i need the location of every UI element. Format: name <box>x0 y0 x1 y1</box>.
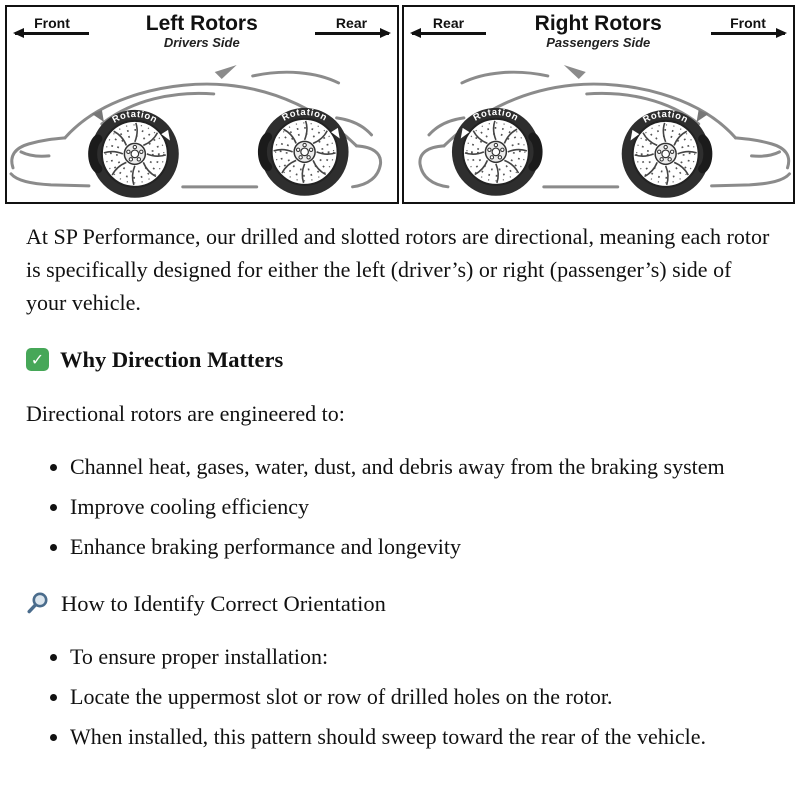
identify-orientation-heading <box>26 587 774 621</box>
panel-subtitle: Passengers Side <box>546 35 651 51</box>
list-item: • Enhance braking performance and longevity <box>70 530 774 563</box>
panel-title: Right Rotors <box>534 12 662 35</box>
article <box>0 204 800 786</box>
list-item: • To ensure proper installation: <box>70 640 774 673</box>
intro-paragraph: At SP Performance, our drilled and slotted rotors are directional, meaning each rotor is specifically designed for either the left (driver’s) or right (passenger’s) side of your vehicle. <box>26 223 770 315</box>
left-arrow-icon <box>15 32 89 35</box>
rotation-label: Rotation <box>110 108 160 126</box>
direction-text: Rear <box>432 15 465 31</box>
rear-direction-label <box>315 13 389 35</box>
left-arrow-icon <box>412 32 486 35</box>
right-arrow-icon <box>315 32 389 35</box>
why-direction-matters-heading <box>26 343 774 377</box>
right-rotors-panel <box>402 5 796 204</box>
why-bullet-list <box>26 450 774 563</box>
rotor-direction-diagram <box>0 0 800 204</box>
right-panel-titles <box>486 13 712 50</box>
lead-paragraph: Directional rotors are engineered to: <box>26 400 345 426</box>
front-direction-label <box>15 13 89 35</box>
panel-title: Left Rotors <box>145 12 258 35</box>
car-left-illustration <box>7 50 397 202</box>
list-item: • When installed, this pattern should sweep toward the rear of the vehicle. <box>70 720 774 753</box>
list-item: • Improve cooling efficiency <box>70 490 774 523</box>
rear-direction-label <box>412 13 486 35</box>
panel-subtitle: Drivers Side <box>163 35 240 51</box>
direction-text: Front <box>730 15 766 31</box>
left-panel-titles <box>89 13 315 50</box>
front-direction-label <box>711 13 785 35</box>
direction-text: Front <box>34 15 70 31</box>
left-rotors-panel <box>5 5 399 204</box>
left-panel-header <box>7 7 397 50</box>
direction-text: Rear <box>335 15 368 31</box>
rotation-label: Rotation <box>280 106 330 124</box>
list-item: • Channel heat, gases, water, dust, and debris away from the braking system <box>70 450 774 483</box>
rotation-label: Rotation <box>640 108 690 126</box>
magnifier-icon <box>26 591 50 615</box>
identify-bullet-list <box>26 640 774 753</box>
heading-text: How to Identify Correct Orientation <box>61 590 386 616</box>
heading-text: Why Direction Matters <box>60 346 284 372</box>
list-item: • Locate the uppermost slot or row of drilled holes on the rotor. <box>70 680 774 713</box>
car-right-illustration <box>404 50 794 202</box>
right-panel-header <box>404 7 794 50</box>
right-arrow-icon <box>711 32 785 35</box>
rotation-label: Rotation <box>471 106 520 124</box>
check-badge-icon: ✓ <box>26 348 49 371</box>
